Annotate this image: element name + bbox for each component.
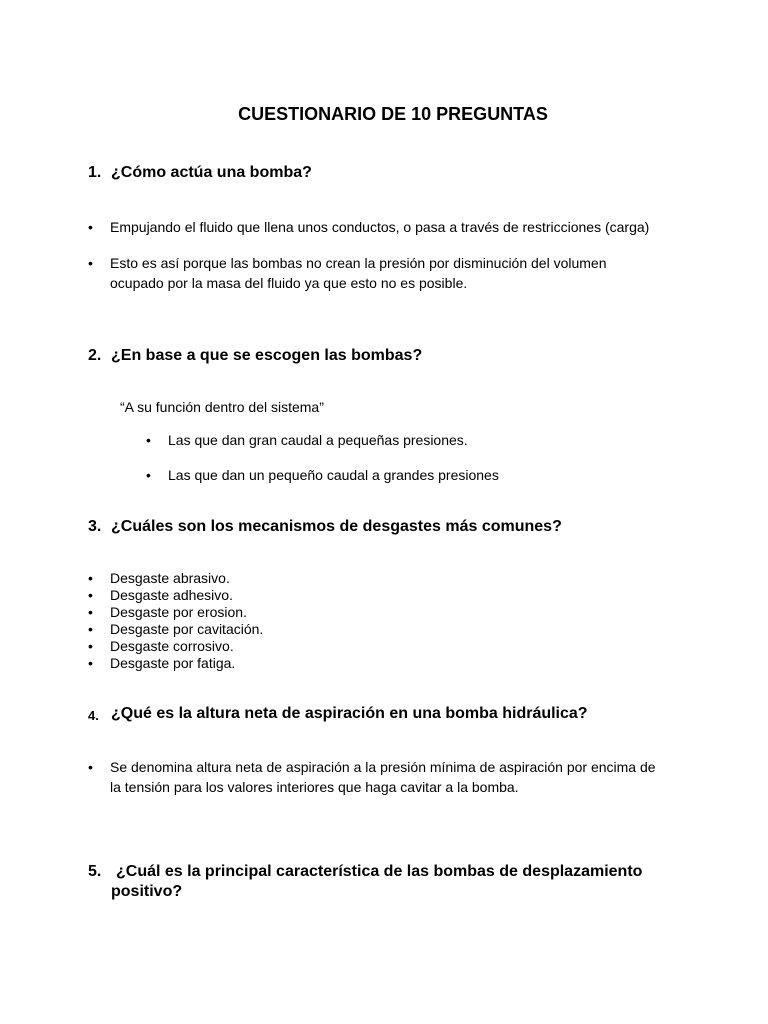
answer-text: Desgaste corrosivo. bbox=[110, 638, 234, 654]
answer-text-line-1: Esto es así porque las bombas no crean la presión por disminución del volumen bbox=[110, 255, 607, 271]
bullet-icon: • bbox=[146, 432, 151, 448]
bullet-icon: • bbox=[88, 759, 93, 775]
question-number: 5. bbox=[88, 863, 102, 880]
question-text-line-2: positivo? bbox=[111, 883, 183, 900]
bullet-icon: • bbox=[88, 621, 93, 637]
question-text: ¿Qué es la altura neta de aspiración en una bomba hidráulica? bbox=[111, 705, 588, 722]
answer-text: Las que dan un pequeño caudal a grandes presiones bbox=[168, 467, 499, 483]
answer-text-line-1: Se denomina altura neta de aspiración a la presión mínima de aspiración por encima de bbox=[110, 759, 656, 775]
question-text: ¿En base a que se escogen las bombas? bbox=[111, 347, 423, 364]
bullet-icon: • bbox=[88, 638, 93, 654]
answer-text: Desgaste por erosion. bbox=[110, 604, 247, 620]
answer-quote: “A su función dentro del sistema” bbox=[120, 399, 324, 415]
bullet-icon: • bbox=[88, 655, 93, 671]
question-number: 3. bbox=[88, 518, 102, 535]
question-text-line-1: ¿Cuál es la principal característica de las bombas de desplazamiento bbox=[116, 863, 643, 880]
answer-text: Desgaste adhesivo. bbox=[110, 587, 233, 603]
question-number: 2. bbox=[88, 347, 102, 364]
answer-text-line-2: la tensión para los valores interiores que haga cavitar a la bomba. bbox=[110, 779, 519, 795]
bullet-icon: • bbox=[88, 587, 93, 603]
answer-text: Empujando el fluido que llena unos conductos, o pasa a través de restricciones (carga) bbox=[110, 219, 650, 235]
bullet-icon: • bbox=[146, 467, 151, 483]
answer-text: Desgaste abrasivo. bbox=[110, 570, 230, 586]
answer-text: Desgaste por cavitación. bbox=[110, 621, 264, 637]
bullet-icon: • bbox=[88, 219, 93, 235]
question-number: 1. bbox=[88, 164, 102, 181]
answer-text: Desgaste por fatiga. bbox=[110, 655, 236, 671]
question-text: ¿Cómo actúa una bomba? bbox=[111, 164, 312, 181]
answer-text-line-2: ocupado por la masa del fluido ya que esto no es posible. bbox=[110, 275, 468, 291]
question-number: 4. bbox=[88, 708, 99, 723]
bullet-icon: • bbox=[88, 570, 93, 586]
question-text: ¿Cuáles son los mecanismos de desgastes más comunes? bbox=[111, 518, 562, 535]
bullet-icon: • bbox=[88, 604, 93, 620]
answer-text: Las que dan gran caudal a pequeñas presiones. bbox=[168, 432, 468, 448]
document-title: CUESTIONARIO DE 10 PREGUNTAS bbox=[238, 104, 548, 124]
bullet-icon: • bbox=[88, 255, 93, 271]
